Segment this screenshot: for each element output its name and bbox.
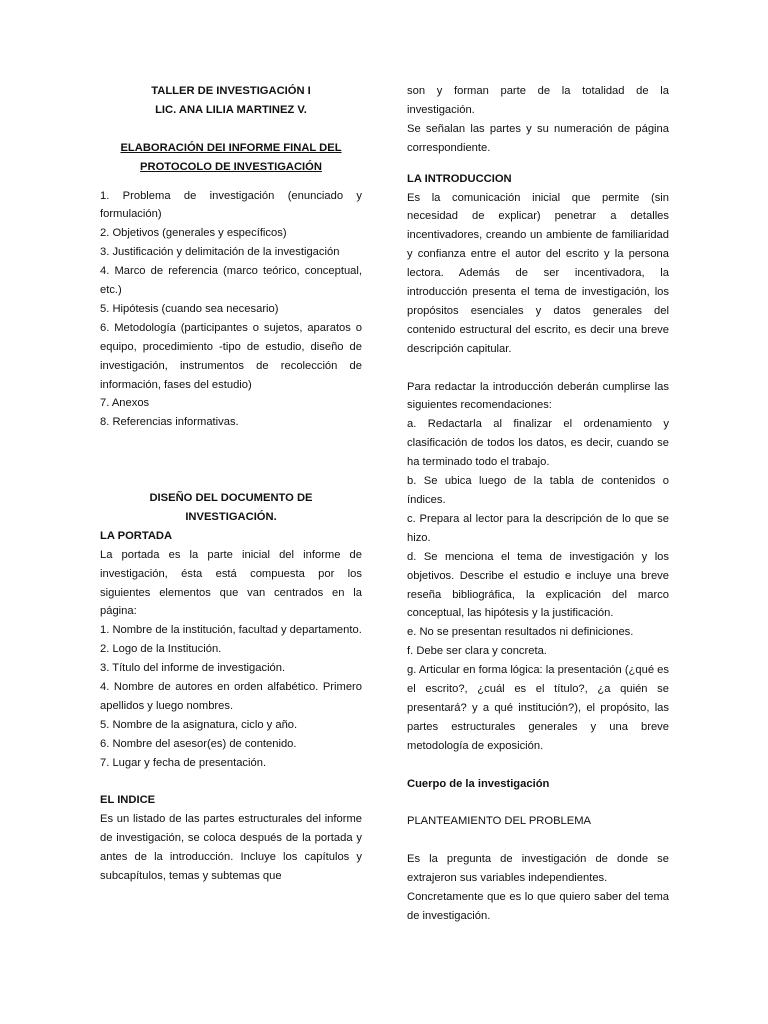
list-item: g. Articular en forma lógica: la presentación (¿qué es el escrito?, ¿cuál es el título?, ¿a quién se presentará? y a qué institución?), el propósito, las partes estructurales generales y una breve metodología de exposición. — [407, 664, 669, 752]
list-item: 6. Nombre del asesor(es) de contenido. — [100, 737, 297, 750]
indice-heading: EL INDICE — [100, 794, 156, 807]
list-item: 5. Nombre de la asignatura, ciclo y año. — [100, 718, 298, 731]
introduccion-heading: LA INTRODUCCION — [407, 172, 512, 185]
list-item: 5. Hipótesis (cuando sea necesario) — [100, 302, 279, 315]
list-item: a. Redactarla al finalizar el ordenamiento y clasificación de todos los datos, es decir, cuando se ha terminado todo el trabajo. — [407, 418, 669, 469]
planteamiento-paragraph: Es la pregunta de investigación de donde se extrajeron sus variables independientes. — [407, 853, 669, 885]
list-item: 7. Lugar y fecha de presentación. — [100, 756, 267, 769]
list-recomendaciones — [407, 415, 669, 755]
list-item: 1. Problema de investigación (enunciado y formulación) — [100, 189, 362, 221]
list-item: c. Prepara al lector para la descripción de lo que se hizo. — [407, 512, 669, 544]
section-heading-diseno: DISEÑO DEL DOCUMENTO DE — [149, 491, 313, 504]
list-item: e. No se presentan resultados ni definiciones. — [407, 626, 634, 639]
cuerpo-heading: Cuerpo de la investigación — [407, 777, 550, 790]
instructor-name: LIC. ANA LILIA MARTINEZ V. — [155, 103, 307, 116]
planteamiento-paragraph-2: Concretamente que es lo que quiero saber del tema de investigación. — [407, 891, 669, 922]
planteamiento-heading: PLANTEAMIENTO DEL PROBLEMA — [407, 815, 592, 828]
list-item: 8. Referencias informativas. — [100, 416, 239, 429]
section-heading-investigacion: INVESTIGACIÓN. — [185, 510, 277, 523]
right-column — [407, 82, 669, 926]
list-item: 7. Anexos — [100, 397, 150, 410]
list-item: 3. Justificación y delimitación de la investigación — [100, 246, 340, 259]
list-portada-elements — [100, 621, 362, 772]
list-item: 4. Nombre de autores en orden alfabético. Primero apellidos y luego nombres. — [100, 681, 362, 712]
recomendaciones-paragraph: Para redactar la introducción deberán cumplirse las siguientes recomendaciones: — [407, 380, 669, 412]
indice-paragraph: Es un listado de las partes estructurales del informe de investigación, se coloca después de la portada y antes de la introducción. Incluye los capítulos y subcapítulos, temas y subtemas que — [100, 813, 362, 883]
list-item: 4. Marco de referencia (marco teórico, conceptual, etc.) — [100, 265, 362, 297]
list-item: d. Se menciona el tema de investigación y los objetivos. Describe el estudio e incluye una breve reseña bibliográfica, la explicación del marco conceptual, las hipótesis y la justificación. — [407, 550, 669, 620]
course-title: TALLER DE INVESTIGACIÓN I — [151, 85, 311, 97]
list-item: 3. Título del informe de investigación. — [100, 662, 286, 675]
portada-heading: LA PORTADA — [100, 529, 173, 542]
indice-continuation-2: Se señalan las partes y su numeración de página correspondiente. — [407, 122, 669, 154]
section-heading-elaboracion: ELABORACIÓN DEI INFORME FINAL DEL — [120, 141, 342, 154]
introduccion-paragraph: Es la comunicación inicial que permite (sin necesidad de explicar) penetrar a detalles incentivadores, creando un ambiente de familiaridad y confianza entre el autor del escrito y la persona lectora. Además de ser incentivadora, la introducción presenta el tema de investigación, los propósitos esenciales y datos generales del contenido estructural del escrito, es decir una breve descripción capitular. — [407, 191, 669, 355]
portada-paragraph: La portada es la parte inicial del informe de investigación, ésta está compuesta por los siguientes elementos que van centrados en la página: — [100, 548, 362, 618]
list-item: 6. Metodología (participantes o sujetos, aparatos o equipo, procedimiento -tipo de estudio, diseño de investigación, instrumentos de recolección de información, fases del estudio) — [100, 321, 362, 391]
list-item: f. Debe ser clara y concreta. — [407, 645, 547, 658]
list-report-parts — [100, 187, 362, 433]
list-item: 2. Logo de la Institución. — [100, 643, 222, 656]
list-item: b. Se ubica luego de la tabla de contenidos o índices. — [407, 475, 669, 507]
indice-continuation: son y forman parte de la totalidad de la investigación. — [407, 85, 669, 116]
list-item: 2. Objetivos (generales y específicos) — [100, 227, 287, 240]
section-heading-protocolo: PROTOCOLO DE INVESTIGACIÓN — [140, 160, 322, 173]
left-column — [100, 82, 362, 886]
list-item: 1. Nombre de la institución, facultad y departamento. — [100, 624, 362, 637]
